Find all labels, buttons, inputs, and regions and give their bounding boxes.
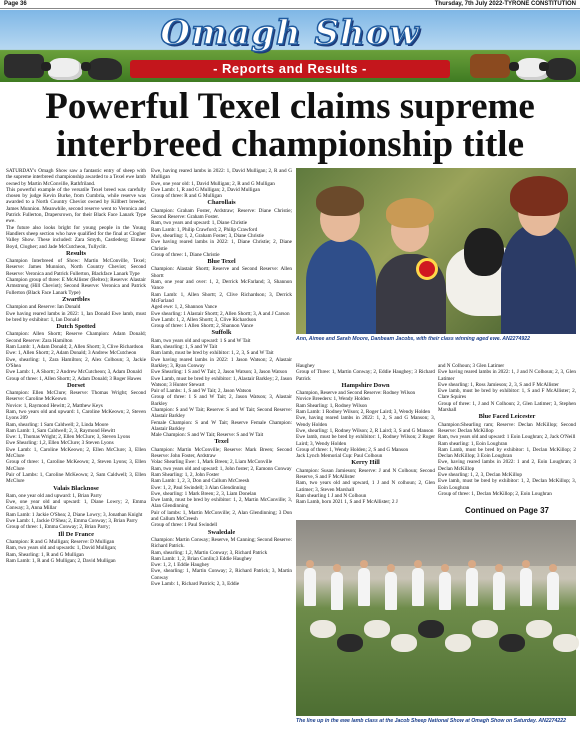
results-paragraph: Ewe, shearling: 1, Zara Hamilton; 2, Alex Colhoun; 3, Jackie O'Shea (6, 356, 146, 369)
results-paragraph: Group of three: 1 Paul Swindell (151, 522, 218, 529)
ewe-image (526, 620, 552, 638)
results-paragraph: and N Colhoun; 3 Glen Latimer (438, 363, 505, 369)
section-heading: Blue Texel (207, 258, 236, 266)
results-paragraph: Group of three: R and G Mulligan (151, 193, 222, 200)
handler-head (414, 560, 422, 568)
ewe-image (418, 620, 444, 638)
results-paragraph: Group of three: 1 S and W Tait; 2, Jason Watson; 3, Alastair Barkley (151, 394, 292, 407)
results-paragraph: Haughey (296, 363, 315, 369)
results-paragraph: Ram Shearling: 1, 2, John Foster (151, 471, 220, 478)
results-paragraph: Ram, two years old and upward: 1 Eoin Loughran; 2, Jack O'Neill (438, 434, 576, 441)
results-paragraph: Ram, two years old and upward, 1 J and N colhoun; 2, Glen Latimer; 3, Steven Marshall (296, 480, 435, 493)
page-number: Page 36 (4, 1, 27, 7)
results-paragraph: Ram, one year and over: 1, 2, Derrick McFarland; 3, Shannon Vance (151, 279, 292, 292)
results-paragraph: Ram Lamb: 1, Adam Donald; 2, Allen Shortt; 3, Clive Richardson (6, 344, 144, 351)
results-paragraph: Group of Three: 1, Martin Conway; 2, Eddie Haughey; 3 Richard Patrick (296, 369, 435, 382)
handler-head (333, 564, 341, 572)
results-paragraph: Group of three: 1, Diane Christie (151, 251, 220, 258)
section-heading: Dorset (66, 381, 86, 389)
winners-photo (296, 168, 576, 334)
results-paragraph: Ewe, shearling: 1, 2, Graham Foster; 3, Diane Christie (151, 232, 264, 239)
results-paragraph: Ewe lamb, must be bred by exhibitor: 1, Rodney Wilson; 2 Roger Laird; 3, Wendy Holden (296, 434, 435, 447)
results-paragraph: Ewe Shearling: 1 S and W Tait; 2, Jason Watson; 3, Jason Watson (151, 369, 288, 376)
article-column-1 (6, 168, 146, 734)
shed-roof (296, 520, 576, 566)
handler-figure (439, 572, 451, 610)
section-heading: Ill De France (58, 530, 94, 538)
issue-date: Thursday, 7th July 2022-TYRONE CONSTITUTION (434, 1, 576, 7)
results-paragraph: Ram Lamb: 1, 2, Brian Conlin;3 Eddie Haughey (151, 555, 252, 562)
results-paragraph: Ewe lamb, must be bred by exhibitor: 1, S and F McAllister; 2, Clare Squires (438, 388, 576, 401)
results-paragraph: Ewe, having reared lambs in 2022: 1, 2, S and G Manson; 3, Wendy Holden (296, 415, 435, 428)
section-heading: Results (66, 249, 86, 257)
page-header (0, 0, 580, 9)
results-paragraph: Ram Lamb: 1, R and G Mulligan; 2, David Mulligan (6, 557, 116, 564)
results-paragraph: Pair of Lambs: 1, S and W Tait; 2, Jason Watson (151, 388, 252, 395)
results-paragraph: Champion: Alastair Shortt; Reserve and Second Reserve: Allen Shortt (151, 266, 292, 279)
article-column-2 (151, 168, 292, 734)
article-column-3 (296, 363, 435, 518)
results-paragraph: Ewe having reared lambs in 2022: 1, Diane Christie; 2, Diane Christie (151, 239, 292, 252)
handler-figure (547, 572, 559, 610)
handler-head (549, 564, 557, 572)
results-paragraph: Ram Lamb: 1, 2, 3, Don and Callum McCreesh (151, 478, 250, 485)
results-paragraph: Female Champion: S and W Tait; Reserve Female Champion: Alastair Barkley (151, 419, 292, 432)
handler-figure (466, 568, 478, 606)
results-paragraph: Ram, Shearling: 1, R and G Mulligan (6, 551, 84, 558)
results-paragraph: Ewe: 1, Allen Shortt; 2, Adam Donald; 3 Andrew McCutcheon (6, 350, 137, 357)
results-paragraph: Ewe Lamb: 1, Richard Patrick; 2, 3, Eddie (151, 581, 240, 587)
results-paragraph: Ewe having reared lambs in 2022: 1, J and N Colhoun; 2, 3, Glen Latimer (438, 369, 576, 382)
handler-figure (493, 572, 505, 610)
results-paragraph: Ewe, shearling: 1 Mark Breen; 2, 3, Liam Donelan (151, 490, 257, 497)
results-paragraph: Champion: Ellen McClure; Reserve: Thomas Wright; Second Reserve: Caroline McKeown (6, 390, 146, 403)
results-paragraph: This powerful example of the versatile Texel breed was carefully chosen by judge Kevin Burke, from Cumbria, while reserve was awarded to a North Country Cheviot owned by Killbert breeder, James Munnion. Meanwhile, second reserve went to Veronica and Patrick Fullerton, Drapersrown, for their Black Face Lanark Type ewe. (6, 186, 146, 225)
cow-image (4, 54, 44, 78)
results-paragraph: Ewe, one year old and upward: 1, Diane Lowry; 2, Emma Conway; 3, Anna Millar (6, 499, 146, 512)
results-paragraph: Ewe lamb, must be bred by exhibitor: 1, 2, Martin McConville; 3, Alan Glendinning (151, 497, 292, 510)
ewe-image (391, 634, 417, 652)
section-heading: Valais Blacknose (53, 484, 99, 492)
results-paragraph: Champion: Martin McConville; Reserve: Mark Breen; Second Reserve: John Foster, Ardstraw (151, 446, 292, 460)
sheep-head (464, 228, 504, 276)
results-paragraph: Ram Shearling: 1, Rodney Wilson (296, 402, 368, 409)
handler-head (441, 564, 449, 572)
section-heading: Suffolk (211, 329, 232, 337)
results-paragraph: Ram, shearling: 1,2, Martin Conway; 3, Richard Patrick (151, 549, 268, 556)
ewe-image (499, 634, 525, 652)
lineup-photo (296, 520, 576, 716)
results-paragraph: Novice: 1, Raymond Hewitt; 2, Matthew Keys (6, 402, 103, 409)
ewe-image (472, 620, 498, 638)
handler-head (387, 564, 395, 572)
person-figure (306, 239, 376, 334)
person-hair (316, 186, 364, 216)
results-paragraph: Ewe Shearling: 1,2, Ellen McClure; 3 Steven Lyons (6, 440, 114, 447)
results-paragraph: Ewe Lamb, must be bred by exhibitor: 1, Alastair Barkley; 2, Jason Watson; 3 Hunter Stewart (151, 375, 292, 388)
handler-figure (358, 568, 370, 606)
results-paragraph: Ewe shearling: 1 Alastair Shortt; 2, Allen Shortt; 3, A and J Carson (151, 310, 290, 317)
results-paragraph: Ewe: 1, 2, Paul Swindell; 3 Alan Glendinning (151, 484, 246, 491)
results-paragraph: Champion, Reserve and Second Reserve: Rodney Wilson (296, 390, 416, 397)
handler-figure (385, 572, 397, 610)
results-paragraph: Ram lamb, must be bred by exhibitor: 1, 2, 3, S and W Tait (151, 350, 274, 357)
results-paragraph: Champion: Allen Shortt; Reserve Champion: Adam Donald; Second Reserve: Zara Hamilton (6, 331, 146, 344)
results-paragraph: Champion: S and W Tait; Reserve: S and W Tait; Second Reserve: Alastair Barkley (151, 406, 292, 420)
results-paragraph: Champion: Martin Conway; Reserve, M Canning; Second Reserve: Richard Patrick. (151, 536, 292, 550)
results-paragraph: Ewe shearling: 1, 2, 3, Declan McKillop (438, 472, 522, 479)
ewe-image (310, 620, 336, 638)
ewe-image (445, 634, 471, 652)
handler-head (522, 560, 530, 568)
handler-head (495, 564, 503, 572)
results-paragraph: Ram Lamb: 1, Philip Crawford; 2, Philip Crawford (151, 226, 258, 233)
photo-caption: Ann, Aimee and Sarah Moore, Danbeam Jacobs, with their class winning aged ewe. AN2274922 (296, 336, 530, 342)
results-paragraph: Ram, shearling: 1 Sam Caldwell; 2, Linda Moore (6, 421, 109, 428)
results-paragraph: Aged ewe: 1, 2, Shannon Vance (151, 304, 218, 311)
results-paragraph: Ewe, having reared lambs in 2022: 1, David Mulligan; 2, R and G Mulligan (151, 168, 292, 181)
sheep-image (48, 58, 82, 80)
headline: Powerful Texel claims supreme interbreed championship title (45, 86, 535, 165)
sheep-image (88, 58, 122, 80)
results-paragraph: Novice Breeders: 1, Wendy Holden (296, 396, 370, 403)
results-paragraph: Ewe: 1, 2, 1 Eddie Haughey (151, 562, 210, 569)
section-heading: Zwartbles (62, 295, 90, 303)
results-paragraph: Champion group of three: E McAllister (Beltex); Reserve: Alastair Armstrong (Hill Cheviot); Second Reserve: Veronica and Patrick Fullerton (Black Face Lanark Type) (6, 277, 146, 296)
results-paragraph: Ram Lamb, must be bred by exhibitor: 1, Declan McKillop; 2 Declan McKillop; 3 Eoin Loughran (438, 446, 576, 460)
results-paragraph: Ewe, one year old: 1, David Mulligan; 2, R and G Mulligan (151, 180, 275, 187)
results-paragraph: Male Champion: S and W Tait; Reserve: S and W Tait (151, 432, 264, 439)
results-paragraph: Ram Lamb: 1 Jackie O'Shea; 2, Diane Lowry; 3, Jonathan Knight (6, 511, 143, 518)
results-paragraph: Ram, two years old and upward: 1, John foster; 2, Eamonn Conway (151, 465, 292, 472)
results-paragraph: Champion: Susan Jamieson; Reserve: J and N Colhoun; Second Reserve, S and F McAllister (296, 467, 435, 481)
section-heading: Kerry Hill (351, 459, 380, 467)
section-heading: Swaledale (207, 528, 236, 536)
person-figure (501, 224, 576, 334)
results-paragraph: Pair of lambs: 1, Martin McConville; 2, Alan Glendinning; 3 Don and Callum McCreesh (151, 509, 292, 523)
show-banner (0, 10, 580, 82)
banner-title: Omagh Show (160, 13, 420, 53)
handler-head (360, 560, 368, 568)
results-paragraph: Ram, shearling: 1, S and W Tait (151, 344, 218, 351)
handler-figure (412, 568, 424, 606)
results-paragraph: Champion Interbreed of Show: Martin McConville, Texel; Reserve: James Munnion, North Country Cheviot; Second Reserve: Veronica and Patrick Fullerton, Blackface Lanark Type (6, 258, 146, 277)
section-heading: Blue Faced Leicester (478, 413, 536, 421)
results-paragraph: Ewe Lamb: 1, A Shortt; 2 Andrew McCutcheon; 3, Adam Donald (6, 369, 142, 376)
banner-subtitle: - Reports and Results - (130, 60, 450, 78)
results-paragraph: Champion:Shearling ram; Reserve: Declan McKillop; Second Reserve: Declan McKillop (438, 421, 576, 434)
results-paragraph: Ram shearling 1 J and N Colhoun (296, 492, 367, 499)
photo-caption: The line up in the ewe lamb class at the Jacob Sheep National Show at Omagh Show on Saturday. AN2274222 (296, 718, 567, 724)
results-paragraph: Ewe Lamb: 1, Caroline McKeown; 2, Ellen McClure; 3, Ellen McClure (6, 446, 146, 460)
results-paragraph: Group of three: 1, Emma Conway; 2, Brian Parry; (6, 524, 111, 531)
continued-note: Continued on Page 37 (464, 506, 549, 515)
cow-image (470, 54, 510, 78)
results-paragraph: Ram, two years old and upwards: 1, David Mulligan; (6, 545, 117, 552)
results-paragraph: Champion: R and G Mulligan; Reserve: D Mulligan (6, 538, 115, 545)
results-paragraph: Ram, two years and upward: 1, Diane Christie (151, 220, 248, 227)
ewe-image (553, 634, 579, 652)
results-paragraph: Group of three: 1, Caroline McKeown; 2, Steven Lyons; 3, Ellen McClure (6, 459, 146, 472)
results-paragraph: Ram, two years old and upward: 1 S and W Tait (151, 337, 251, 344)
sheep-image (546, 58, 576, 80)
results-paragraph: Group of three: 1, Wendy Holden; 2, S and G Manson (296, 446, 409, 453)
results-paragraph: Group of three: 1 Allen Shortt; 2, Shannon Vance (151, 323, 254, 330)
results-paragraph: Ewe, shearling: 1, Rodney Wilson; 2, R Laird; 3, S and G Manson (296, 427, 434, 434)
results-paragraph: Champion and Reserve: Ian Donald (6, 304, 81, 311)
results-paragraph: Ewe, having reared lambs in 2022: 1 and 2, Eoin Loughran; 3 Declan McKillop (438, 459, 576, 472)
section-heading: Texel (214, 438, 229, 446)
results-paragraph: Group of three: 1, J and N Colhoun; 2, Glen Latimer; 3, Stephen Marshall (438, 400, 576, 414)
section-heading: Charollais (207, 199, 236, 207)
results-paragraph: The future also looks bright for young people in the Young Handlers sheep section who have qualified for the final at Clogher Valley Show. These included: Zara Smyth, Castlederg; Eimear Boyd, Clogher; and Jade McCutcheon, Tullyclit. (6, 224, 146, 250)
person-hair (510, 176, 568, 216)
person-hair (386, 198, 434, 228)
results-paragraph: Jack Lynch Memorial Cup: Paul Colhoun (296, 453, 383, 460)
handler-head (306, 560, 314, 568)
results-paragraph: Pair of Lambs: 1, Caroline McKeown; 2, Sam Caldwell; 3, Ellen McClure (6, 471, 146, 485)
ewe-image (337, 634, 363, 652)
results-paragraph: Ewe lamb, must be bred by exhibitor: 1, 2, Declan McKillop; 3, Eoin Loughran (438, 478, 576, 491)
results-paragraph: Ewe Lamb: 1, R and G Mulligan; 2, David Mulligan (151, 186, 261, 193)
results-paragraph: Ewe Lamb: 1, 2, Allen Shortt; 3, Clive Richardson (151, 316, 257, 323)
results-paragraph: Ewe having reared lambs in 2022: 1 Jason Watson; 2, Alastair Barkley; 3, Ryan Conway (151, 356, 292, 369)
results-paragraph: Ram, two years old and upward: 1, Caroline McKeown; 2, Steven Lyons 209 (6, 408, 146, 422)
results-paragraph: Ram shearling: 1, Eoin Loughran (438, 440, 508, 447)
results-paragraph: Volac Shearling Ewe: 1, Mark Breen; 2, Liam McConville (151, 459, 273, 466)
results-paragraph: SATURDAY's Omagh Show saw a fantastic entry of sheep with the supreme interbreed championship awarded to a Texel ewe lamb owned by Martin McConville, Rathfriland. (6, 168, 146, 187)
handler-head (468, 560, 476, 568)
article-column-4 (438, 363, 576, 497)
ewe-image (364, 620, 390, 638)
handler-figure (304, 568, 316, 606)
results-paragraph: Ewe shearling: 1, Ross Jamieson; 2, 3, S and F McAllister (438, 381, 559, 388)
handler-figure (331, 572, 343, 610)
results-paragraph: Ram Lamb, born 2021 1, S and F McAllister; 2 J (296, 499, 398, 506)
results-paragraph: Ram Lamb: 1 Rodney Wilson; 2, Roger Laird; 3, Wendy Holden (296, 409, 431, 416)
results-paragraph: Ewe Lamb: 1, Jackie O'Shea; 2, Emma Conway; 3, Brian Parry (6, 518, 138, 525)
results-paragraph: Ram, one year old and upward: 1, Brian Parry (6, 492, 102, 499)
results-paragraph: Ewe having reared lambs in 2022: 1, Ian Donald Ewe lamb, must be bred by exhibitor: 1, Ian Donald (6, 310, 146, 323)
section-heading: Hampshire Down (341, 381, 390, 389)
results-paragraph: Ram Lamb: 1, Allen Shortt; 2, Clive Richardson; 3, Derrick McFarland (151, 291, 292, 304)
results-paragraph: Group of three: 1, Allen Shortt; 2, Adam Donald; 3 Roger Hawes (6, 375, 142, 382)
rosette-icon (416, 258, 438, 280)
results-paragraph: Ewe: 1, Thomas Wright; 2, Ellen McClure; 3, Steven Lyons (6, 434, 131, 441)
results-paragraph: Champion: Graham Foster, Ardstraw; Reserve: Diane Christie; Second Reserve: Graham Foster. (151, 207, 292, 221)
results-paragraph: Group of three: 1, Declan McKillop; 2, Eoin Loughran (438, 490, 552, 497)
handler-figure (520, 568, 532, 606)
results-paragraph: Ram Lamb: 1, Sam Caldwell; 2, 3, Raymond Hewitt (6, 427, 116, 434)
section-heading: Dutch Spotted (56, 323, 96, 331)
results-paragraph: Ewe, shearling: 1, Martin Conway; 2, Richard Patrick; 3, Martin Conway (151, 568, 292, 581)
